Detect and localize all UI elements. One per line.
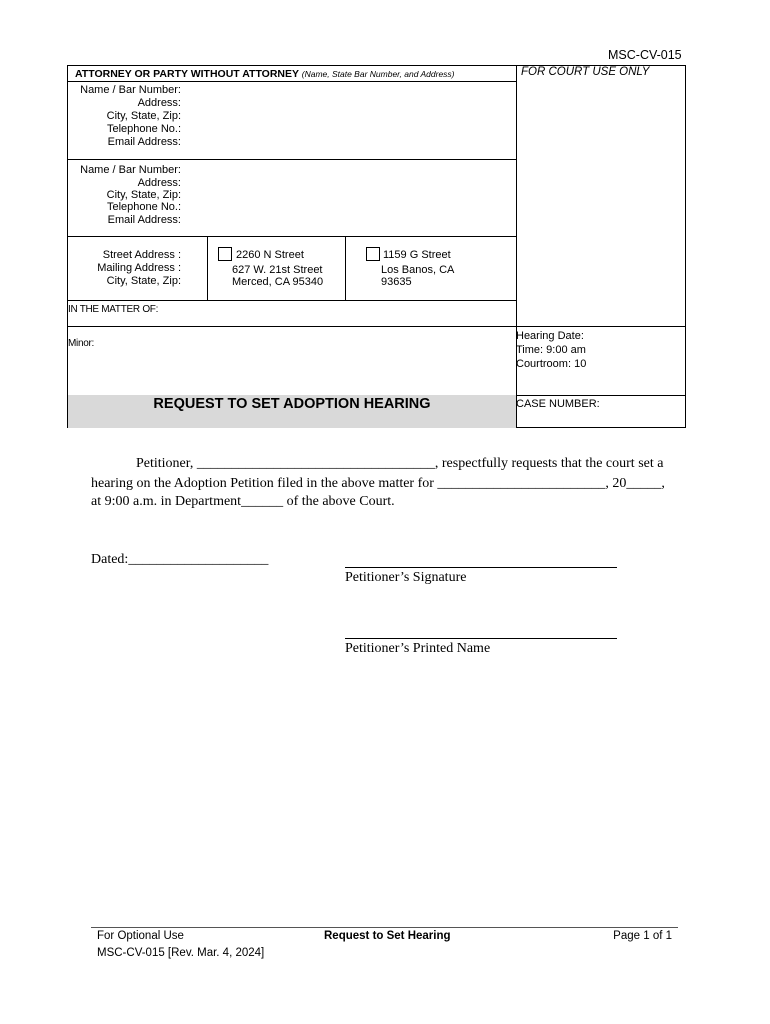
telephone-label: Telephone No.:: [107, 201, 181, 213]
option1-city: Merced, CA 95340: [232, 276, 324, 288]
hearing-time-label: Time: 9:00 am: [516, 344, 586, 356]
printed-name-line[interactable]: [345, 638, 617, 639]
body-line-3: at 9:00 a.m. in Department______ of the above Court.: [91, 494, 395, 509]
option2-mailing: Los Banos, CA: [381, 264, 455, 276]
los-banos-checkbox[interactable]: [366, 247, 380, 261]
case-number-label: CASE NUMBER:: [516, 398, 600, 410]
attorney-heading: ATTORNEY OR PARTY WITHOUT ATTORNEY: [75, 68, 299, 80]
merced-checkbox[interactable]: [218, 247, 232, 261]
telephone-label: Telephone No.:: [107, 123, 181, 135]
signature-label: Petitioner’s Signature: [345, 570, 467, 585]
court-use-label: FOR COURT USE ONLY: [521, 66, 650, 78]
court-city-state-zip-label: City, State, Zip:: [106, 275, 181, 287]
name-bar-number-label: Name / Bar Number:: [80, 84, 181, 96]
option1-mailing: 627 W. 21st Street: [232, 264, 323, 276]
signature-line[interactable]: [345, 567, 617, 568]
footer-form-rev: MSC-CV-015 [Rev. Mar. 4, 2024]: [97, 947, 265, 959]
street-address-label: Street Address :: [102, 249, 181, 261]
address-label: Address:: [137, 97, 181, 109]
footer-rule: [91, 927, 678, 928]
printed-name-label: Petitioner’s Printed Name: [345, 641, 491, 656]
matter-label: IN THE MATTER OF:: [68, 304, 159, 315]
footer-optional-use: For Optional Use: [97, 930, 184, 942]
email-label: Email Address:: [107, 214, 181, 226]
footer-page-number: Page 1 of 1: [613, 930, 672, 942]
courtroom-label: Courtroom: 10: [516, 358, 587, 370]
dated-field[interactable]: Dated:____________________: [91, 552, 269, 567]
option2-city: 93635: [381, 276, 412, 288]
attorney-heading-note: (Name, State Bar Number, and Address): [301, 69, 455, 79]
city-state-zip-label: City, State, Zip:: [106, 110, 181, 122]
hearing-date-label: Hearing Date:: [516, 330, 584, 342]
footer-title: Request to Set Hearing: [324, 930, 451, 942]
address-label: Address:: [137, 177, 181, 189]
option2-street: 1159 G Street: [383, 249, 451, 261]
minor-label: Minor:: [68, 338, 94, 349]
name-bar-number-label: Name / Bar Number:: [80, 164, 181, 176]
form-id-top: MSC-CV-015: [608, 48, 682, 62]
form-title: REQUEST TO SET ADOPTION HEARING: [153, 396, 431, 412]
city-state-zip-label: City, State, Zip:: [106, 189, 181, 201]
body-line-2: hearing on the Adoption Petition filed in the above matter for ________________________, 20_____,: [91, 476, 665, 491]
mailing-address-label: Mailing Address :: [97, 262, 181, 274]
option1-street: 2260 N Street: [236, 249, 304, 261]
email-label: Email Address:: [107, 136, 181, 148]
body-line-1: Petitioner, __________________________________, respectfully requests that the court set a: [136, 456, 664, 471]
